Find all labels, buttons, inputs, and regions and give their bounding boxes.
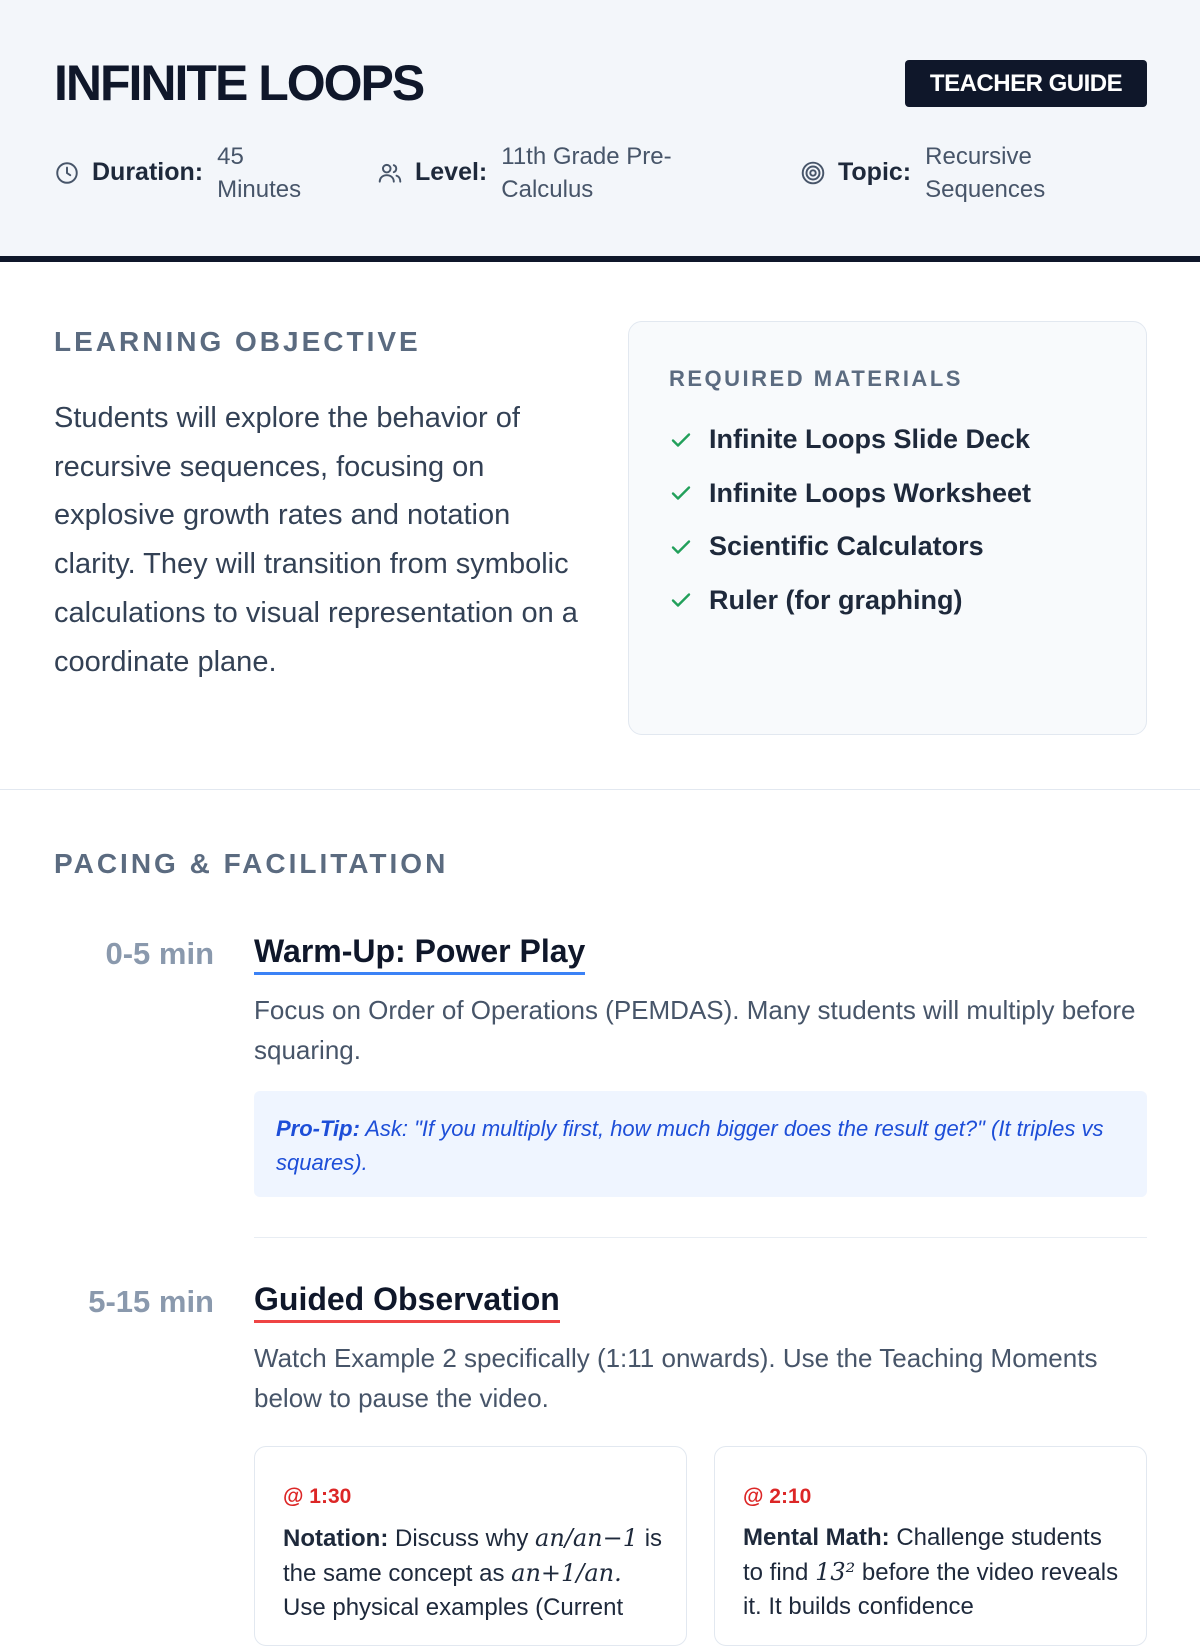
check-icon xyxy=(669,428,693,452)
header xyxy=(0,0,1200,262)
teaching-moment-card xyxy=(714,1446,1147,1646)
step-title: Warm-Up: Power Play xyxy=(254,933,585,975)
meta-value: Recursive Sequences xyxy=(925,143,1046,203)
step-description: Focus on Order of Operations (PEMDAS). Many students will multiply before squaring. xyxy=(254,995,1136,1065)
pacing-heading: PACING & FACILITATION xyxy=(54,848,449,879)
math-expression: an/an−1 xyxy=(535,1524,639,1552)
list-item xyxy=(669,574,1031,628)
moment-text xyxy=(743,1521,1123,1624)
step-time: 0-5 min xyxy=(105,936,214,971)
meta-duration xyxy=(54,140,327,206)
objective-heading: LEARNING OBJECTIVE xyxy=(54,326,421,357)
moment-label: Notation: xyxy=(283,1525,389,1552)
meta-label: Topic: xyxy=(838,158,912,186)
meta-value: 45 Minutes xyxy=(217,143,302,203)
moment-timestamp: @ 1:30 xyxy=(283,1485,352,1508)
materials-heading: REQUIRED MATERIALS xyxy=(669,366,963,391)
moment-text-a: Challenge students to find xyxy=(743,1524,1102,1586)
page-title: INFINITE LOOPS xyxy=(54,55,424,111)
moment-label: Mental Math: xyxy=(743,1524,890,1551)
moment-text-c: Use physical examples (Current xyxy=(283,1594,624,1621)
objective-text: Students will explore the behavior of recursive sequences, focusing on explosive growth rates and notation clarity. They will transition from symbolic calculations to visual representation on a coordinate plane. xyxy=(54,402,578,678)
target-icon xyxy=(800,160,826,186)
material-label: Scientific Calculators xyxy=(709,531,984,562)
moment-timestamp: @ 2:10 xyxy=(743,1485,812,1508)
teacher-guide-badge: TEACHER GUIDE xyxy=(905,60,1147,107)
step-description: Watch Example 2 specifically (1:11 onwards). Use the Teaching Moments below to pause the video. xyxy=(254,1343,1098,1413)
check-icon xyxy=(669,535,693,559)
list-item xyxy=(669,413,1031,467)
list-item xyxy=(669,467,1031,521)
material-label: Ruler (for graphing) xyxy=(709,584,963,615)
step-time: 5-15 min xyxy=(88,1284,214,1319)
step-divider xyxy=(254,1237,1147,1238)
meta-label: Duration: xyxy=(92,158,204,186)
meta-topic xyxy=(800,140,1075,206)
pro-tip-text: Ask: "If you multiply first, how much bigger does the result get?" (It triples vs squares). xyxy=(276,1116,1104,1175)
moment-text-b: before the video reveals it. It builds confidence xyxy=(743,1559,1119,1620)
meta-label: Level: xyxy=(415,158,488,186)
check-icon xyxy=(669,588,693,612)
math-expression: 13² xyxy=(815,1558,856,1586)
clock-icon xyxy=(54,160,80,186)
material-label: Infinite Loops Worksheet xyxy=(709,477,1032,508)
moment-text xyxy=(283,1521,663,1625)
meta-level xyxy=(377,140,701,206)
material-label: Infinite Loops Slide Deck xyxy=(709,424,1031,455)
math-expression: an+1/an. xyxy=(511,1559,622,1587)
moment-text-a: Discuss why xyxy=(394,1525,529,1552)
pro-tip xyxy=(254,1091,1147,1197)
list-item xyxy=(669,520,1031,574)
meta-value: 11th Grade Pre-Calculus xyxy=(501,143,672,203)
materials-card xyxy=(628,321,1147,735)
step-title: Guided Observation xyxy=(254,1281,560,1323)
materials-list xyxy=(669,413,1031,627)
teaching-moment-card xyxy=(254,1446,687,1646)
check-icon xyxy=(669,481,693,505)
section-divider xyxy=(0,789,1200,790)
moment-text-b: is the same concept as xyxy=(283,1525,663,1587)
users-icon xyxy=(377,160,403,186)
pro-tip-label: Pro-Tip: xyxy=(276,1116,360,1141)
